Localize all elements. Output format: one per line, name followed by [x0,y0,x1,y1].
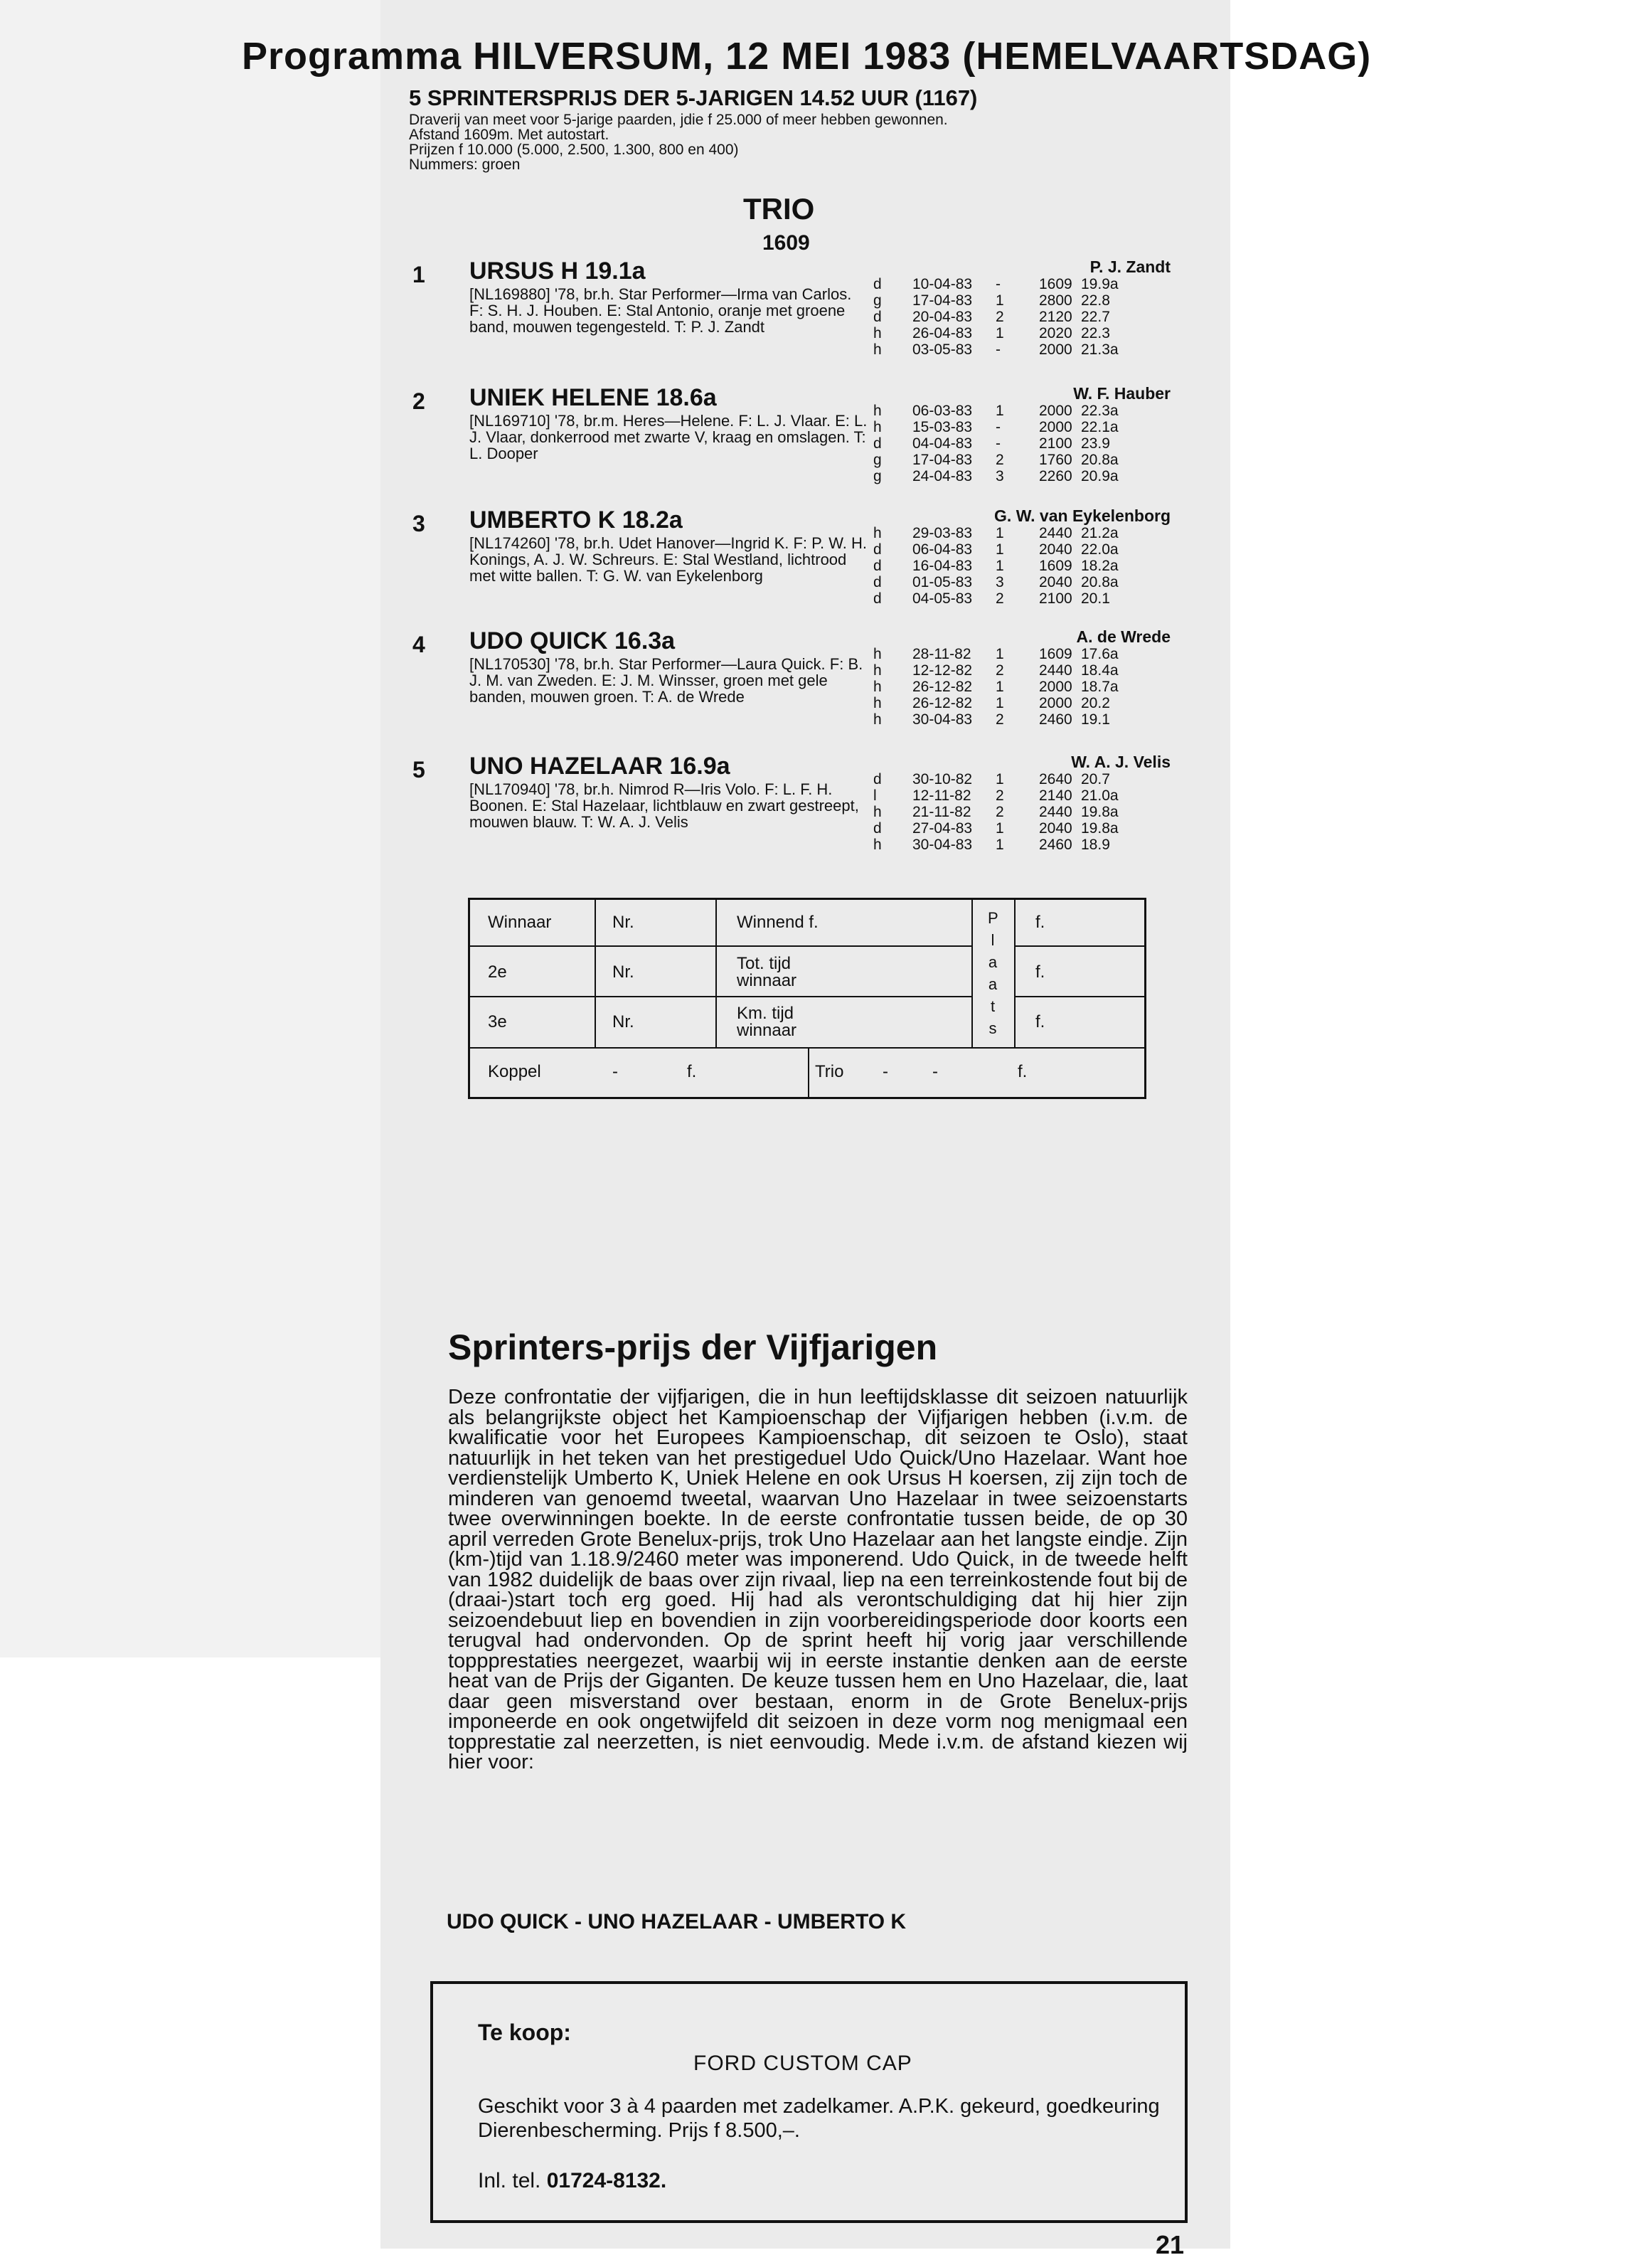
result-dist: 2040 [1039,574,1072,590]
horse-number: 2 [412,388,425,414]
plaats-letter: s [988,1019,997,1037]
result-place: 2 [996,662,1004,679]
trio-label: TRIO [743,192,815,226]
result-dist: 2460 [1039,837,1072,853]
winnend-field[interactable]: Winnend f. [737,913,819,932]
result-dist: 2000 [1039,341,1072,358]
horse-driver: W. F. Hauber [1073,384,1171,403]
plaats-letter: a [988,975,998,993]
horse-number: 3 [412,511,425,536]
result-date: 17-04-83 [912,292,973,309]
trio-dash: - [883,1062,888,1081]
result-place: 1 [996,292,1004,309]
ad-description: Geschikt voor 3 à 4 paarden met zadelkamer. A.P.K. gekeurd, goedkeuring Dierenbescherming. Prijs f 8.500,–. [478,2095,1160,2142]
result-date: 12-11-82 [912,787,971,804]
horse-name: UDO QUICK 16.3a [469,627,676,654]
result-date: 24-04-83 [912,468,973,484]
result-date: 26-04-83 [912,325,973,341]
ad-phone-number: 01724-8132. [546,2169,667,2192]
result-track: d [873,574,882,590]
plaats-2-field[interactable]: f. [1035,962,1045,982]
result-date: 01-05-83 [912,574,973,590]
horse-description: [NL169710] '78, br.m. Heres—Helene. F: L. J. Vlaar. E: L. J. Vlaar, donkerrood met zwarte V, kraag en omslagen. T: L. Dooper [469,412,868,462]
result-track: d [873,435,882,452]
result-track: d [873,590,882,607]
result-place: 3 [996,468,1004,484]
result-dist: 2800 [1039,292,1072,309]
horse-number: 1 [412,262,425,287]
race-conditions [409,112,948,172]
result-time: 22.8 [1081,292,1110,309]
result-time: 20.7 [1081,771,1110,787]
result-date: 29-03-83 [912,525,973,541]
horse-description: [NL169880] '78, br.h. Star Performer—Irma van Carlos. F: S. H. J. Houben. E: Stal Antonio, oranje met groene band, mouwen tegengesteld. T: P. J. Zandt [469,285,852,336]
page-number: 21 [1156,2230,1185,2259]
horse-name: UMBERTO K 18.2a [469,506,683,534]
race-info-line: Prijzen f 10.000 (5.000, 2.500, 1.300, 800 en 400) [409,142,739,158]
plaats-3-field[interactable]: f. [1035,1012,1045,1031]
plaats-1-field[interactable]: f. [1035,913,1045,932]
result-date: 30-10-82 [912,771,973,787]
result-track: g [873,468,882,484]
result-dist: 2040 [1039,820,1072,837]
result-place: 2 [996,452,1004,468]
result-time: 18.4a [1081,662,1119,679]
result-dist: 2020 [1039,325,1072,341]
result-date: 15-03-83 [912,419,973,435]
result-track: d [873,558,882,574]
winner-label: Winnaar [488,913,552,932]
result-time: 22.7 [1081,309,1110,325]
result-place: 1 [996,525,1004,541]
koppel-field[interactable]: f. [687,1062,697,1081]
result-place: 2 [996,787,1004,804]
result-time: 18.2a [1081,558,1119,574]
result-date: 30-04-83 [912,711,973,728]
result-place: 3 [996,574,1004,590]
result-track: g [873,292,882,309]
result-place: 2 [996,590,1004,607]
result-time: 20.9a [1081,468,1119,484]
result-dist: 1609 [1039,646,1072,662]
result-place: 1 [996,771,1004,787]
result-time: 22.1a [1081,419,1119,435]
total-time-field[interactable]: Tot. tijd winnaar [737,954,797,990]
result-track: h [873,711,882,728]
result-track: d [873,309,882,325]
result-dist: 2140 [1039,787,1072,804]
trio-dash: - [932,1062,938,1081]
result-place: 1 [996,403,1004,419]
horse-description: [NL170940] '78, br.h. Nimrod R—Iris Volo. F: L. F. H. Boonen. E: Stal Hazelaar, lichtblauw en zwart gestreept, mouwen blauw. T: W. A. J. Velis [469,780,859,831]
ad-phone [478,2169,666,2193]
result-place: 1 [996,837,1004,853]
race-info-line: Afstand 1609m. Met autostart. [409,127,609,143]
result-date: 26-12-82 [912,695,973,711]
result-time: 18.9 [1081,837,1110,853]
horse-driver: W. A. J. Velis [1071,753,1171,771]
betting-form [468,898,1146,1099]
result-track: h [873,695,882,711]
result-place: 1 [996,325,1004,341]
result-dist: 2000 [1039,403,1072,419]
result-dist: 2440 [1039,662,1072,679]
result-dist: 2000 [1039,679,1072,695]
horse-name: UNIEK HELENE 18.6a [469,384,717,411]
result-time: 22.0a [1081,541,1119,558]
plaats-letter: t [990,997,996,1015]
result-dist: 2460 [1039,711,1072,728]
result-time: 19.8a [1081,804,1119,820]
result-date: 28-11-82 [912,646,971,662]
result-place: - [996,276,1001,292]
result-time: 22.3 [1081,325,1110,341]
horse-description: [NL170530] '78, br.h. Star Performer—Laura Quick. F: B. J. M. van Zweden. E: J. M. Winsser, groen met gele banden, mouwen groen. T: A. de Wrede [469,655,863,706]
result-track: h [873,325,882,341]
result-place: 1 [996,646,1004,662]
horse-name: UNO HAZELAAR 16.9a [469,753,730,780]
result-date: 04-04-83 [912,435,973,452]
result-date: 26-12-82 [912,679,973,695]
result-track: d [873,276,882,292]
km-time-field[interactable]: Km. tijd winnaar [737,1004,797,1040]
trio-form-label: Trio [815,1062,844,1081]
result-time: 20.2 [1081,695,1110,711]
result-date: 16-04-83 [912,558,973,574]
result-place: - [996,435,1001,452]
third-nr-field[interactable]: Nr. [612,1012,634,1031]
result-time: 21.0a [1081,787,1119,804]
result-time: 20.8a [1081,574,1119,590]
result-time: 18.7a [1081,679,1119,695]
result-dist: 2100 [1039,435,1072,452]
plaats-label [988,907,998,1039]
result-date: 17-04-83 [912,452,973,468]
race-title: 5 SPRINTERSPRIJS DER 5-JARIGEN 14.52 UUR (1167) [409,85,978,110]
ad-product: FORD CUSTOM CAP [693,2052,912,2075]
result-time: 19.8a [1081,820,1119,837]
page-title: Programma HILVERSUM, 12 MEI 1983 (HEMELVAARTSDAG) [242,35,1372,78]
result-date: 04-05-83 [912,590,973,607]
result-date: 21-11-82 [912,804,971,820]
race-info-line: Nummers: groen [409,156,521,173]
result-time: 23.9 [1081,435,1110,452]
result-track: h [873,419,882,435]
horse-driver: P. J. Zandt [1089,258,1171,276]
result-track: h [873,837,882,853]
result-time: 19.1 [1081,711,1110,728]
result-track: d [873,771,882,787]
result-dist: 2120 [1039,309,1072,325]
result-track: d [873,541,882,558]
result-date: 30-04-83 [912,837,973,853]
koppel-dash: - [612,1062,618,1081]
result-track: h [873,804,882,820]
result-time: 21.3a [1081,341,1119,358]
result-track: h [873,646,882,662]
horse-number: 4 [412,632,425,657]
second-nr-field[interactable]: Nr. [612,962,634,982]
result-place: - [996,419,1001,435]
result-date: 10-04-83 [912,276,973,292]
result-date: 06-03-83 [912,403,973,419]
page-margin [0,0,380,1657]
result-dist: 2260 [1039,468,1072,484]
result-track: h [873,525,882,541]
horse-driver: A. de Wrede [1076,627,1171,646]
plaats-letter: P [988,909,998,927]
result-place: - [996,341,1001,358]
ad-phone-label: Inl. tel. [478,2169,541,2192]
third-label: 3e [488,1012,507,1031]
result-time: 19.9a [1081,276,1119,292]
race-info-line: Draverij van meet voor 5-jarige paarden, jdie f 25.000 of meer hebben gewonnen. [409,112,948,128]
result-place: 2 [996,804,1004,820]
race-distance: 1609 [762,231,810,255]
result-place: 2 [996,711,1004,728]
result-track: d [873,820,882,837]
result-dist: 1609 [1039,276,1072,292]
result-date: 27-04-83 [912,820,973,837]
winner-nr-field[interactable]: Nr. [612,913,634,932]
result-date: 20-04-83 [912,309,973,325]
ad-heading: Te koop: [478,2020,571,2045]
plaats-letter: a [988,953,998,971]
result-dist: 2440 [1039,804,1072,820]
result-dist: 2440 [1039,525,1072,541]
result-time: 20.8a [1081,452,1119,468]
result-track: h [873,341,882,358]
result-time: 21.2a [1081,525,1119,541]
result-date: 06-04-83 [912,541,973,558]
horse-name: URSUS H 19.1a [469,258,646,285]
result-place: 1 [996,679,1004,695]
result-place: 1 [996,695,1004,711]
result-track: g [873,452,882,468]
result-dist: 1760 [1039,452,1072,468]
result-dist: 2000 [1039,695,1072,711]
result-place: 1 [996,541,1004,558]
result-dist: 1609 [1039,558,1072,574]
result-time: 22.3a [1081,403,1119,419]
horse-description: [NL174260] '78, br.h. Udet Hanover—Ingrid K. F: P. W. H. Konings, A. J. W. Schreurs. E: Stal Westland, lichtrood met witte ballen. T: G. W. van Eykelenborg [469,534,867,585]
result-dist: 2000 [1039,419,1072,435]
result-dist: 2640 [1039,771,1072,787]
result-track: l [873,787,877,804]
result-time: 17.6a [1081,646,1119,662]
article-body: Deze confrontatie der vijfjarigen, die in hun leeftijdsklasse dit seizoen natuurlijk als belangrijkste object het Kampioenschap der Vijfjarigen hebben (i.v.m. de kwalificatie voor het Europees Kampioenschap, dit seizoen te Oslo), staat natuurlijk in het teken van het prestigeduel Udo Quick/Uno Hazelaar. Want hoe verdienstelijk Umberto K, Uniek Helene en ook Ursus H koersen, zij zijn toch de minderen van genoemd tweetal, waarvan Uno Hazelaar in twee seizoenstarts twee overwinningen boekte. In de eerste confrontatie tussen beide, de op 30 april verreden Grote Benelux-prijs, trok Uno Hazelaar aan het langste eindje. Zijn (km-)tijd van 1.18.9/2460 meter was imponerend. Udo Quick, in de tweede helft van 1982 duidelijk de baas over zijn rivaal, liep na een terreinkostende fout bij de (draai-)start toch erg goed. Hij had als verontschuldiging dat hij hier zijn seizoendebuut liep en bovendien in zijn voorbereidingsperiode door koorts een terugval had ondervonden. Op de sprint heeft hij vorig jaar verschillende toppprestaties neergezet, waarbij wij in eerste instantie denken aan de eerste heat van de Prijs der Giganten. De keuze tussen hem en Uno Hazelaar, die, laat daar geen misverstand over bestaan, enorm in de Grote Benelux-prijs imponeerde en ook ongetwijfeld dit seizoen in deze vorm nog menigmaal een topprestatie zal neerzetten, is niet eenvoudig. Mede i.v.m. de afstand kiezen wij hier voor: [448,1386,1188,1773]
result-track: h [873,662,882,679]
trio-field[interactable]: f. [1018,1062,1028,1081]
result-place: 2 [996,309,1004,325]
result-place: 1 [996,558,1004,574]
result-date: 03-05-83 [912,341,973,358]
result-place: 1 [996,820,1004,837]
result-dist: 2100 [1039,590,1072,607]
result-track: h [873,403,882,419]
koppel-label: Koppel [488,1062,541,1081]
result-time: 20.1 [1081,590,1110,607]
classified-ad [430,1981,1188,2223]
plaats-letter: l [991,931,995,949]
result-date: 12-12-82 [912,662,973,679]
result-dist: 2040 [1039,541,1072,558]
article-prediction: UDO QUICK - UNO HAZELAAR - UMBERTO K [447,1910,907,1933]
result-track: h [873,679,882,695]
horse-driver: G. W. van Eykelenborg [994,506,1171,525]
second-label: 2e [488,962,507,982]
horse-number: 5 [412,757,425,782]
article-title: Sprinters-prijs der Vijfjarigen [448,1327,938,1367]
